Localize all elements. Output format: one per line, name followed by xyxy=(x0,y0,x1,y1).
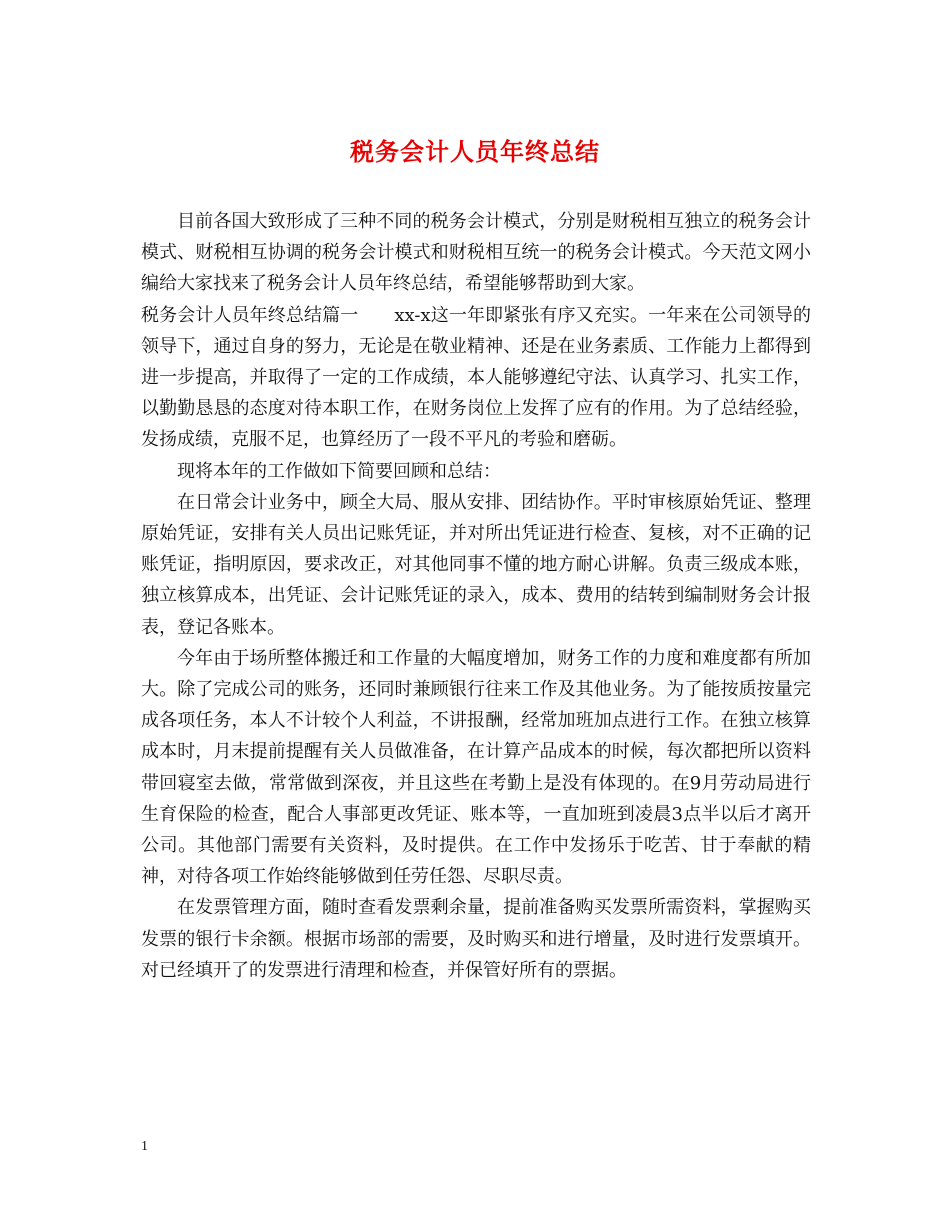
document-body xyxy=(141,206,811,986)
page-number: 1 xyxy=(141,1139,148,1154)
section-paragraph xyxy=(141,300,811,456)
document-title: 税务会计人员年终总结 xyxy=(350,138,600,166)
review-intro-paragraph: 现将本年的工作做如下简要回顾和总结： xyxy=(177,460,501,482)
daily-accounting-paragraph: 在日常会计业务中，顾全大局、服从安排、团结协作。平时审核原始凭证、整理原始凭证，安排有关人员出记账凭证，并对所出凭证进行检查、复核，对不正确的记账凭证，指明原因，要求改正，对其他同事不懂的地方耐心讲解。负责三级成本账，独立核算成本，出凭证、会计记账凭证的录入，成本、费用的结转到编制财务会计报表，登记各账本。 xyxy=(141,491,811,638)
intro-paragraph: 目前各国大致形成了三种不同的税务会计模式，分别是财税相互独立的税务会计模式、财税相互协调的税务会计模式和财税相互统一的税务会计模式。今天范文网小编给大家找来了税务会计人员年终总结，希望能够帮助到大家。 xyxy=(141,211,811,295)
invoice-management-paragraph: 在发票管理方面，随时查看发票剩余量，提前准备购买发票所需资料，掌握购买发票的银行卡余额。根据市场部的需要，及时购买和进行增量，及时进行发票填开。对已经填开了的发票进行清理和检查，并保管好所有的票据。 xyxy=(141,897,811,981)
section-paragraph-text: xx-x这一年即紧张有序又充实。一年来在公司领导的领导下，通过自身的努力，无论是在敬业精神、还是在业务素质、工作能力上都得到进一步提高，并取得了一定的工作成绩，本人能够遵纪守法、认真学习、扎实工作，以勤勤恳恳的态度对待本职工作，在财务岗位上发挥了应有的作用。为了总结经验，发扬成绩，克服不足，也算经历了一段不平凡的考验和磨砺。 xyxy=(141,304,811,451)
workload-paragraph: 今年由于场所整体搬迁和工作量的大幅度增加，财务工作的力度和难度都有所加大。除了完成公司的账务，还同时兼顾银行往来工作及其他业务。为了能按质按量完成各项任务，本人不计较个人利益，不讲报酬，经常加班加点进行工作。在独立核算成本时，月末提前提醒有关人员做准备，在计算产品成本的时候，每次都把所以资料带回寝室去做，常常做到深夜，并且这些在考勤上是没有体现的。在9月劳动局进行生育保险的检查，配合人事部更改凭证、账本等，一直加班到凌晨3点半以后才离开公司。其他部门需要有关资料，及时提供。在工作中发扬乐于吃苦、甘于奉献的精神，对待各项工作始终能够做到任劳任怨、尽职尽责。 xyxy=(141,647,811,888)
section-heading: 税务会计人员年终总结篇一 xyxy=(141,304,359,326)
